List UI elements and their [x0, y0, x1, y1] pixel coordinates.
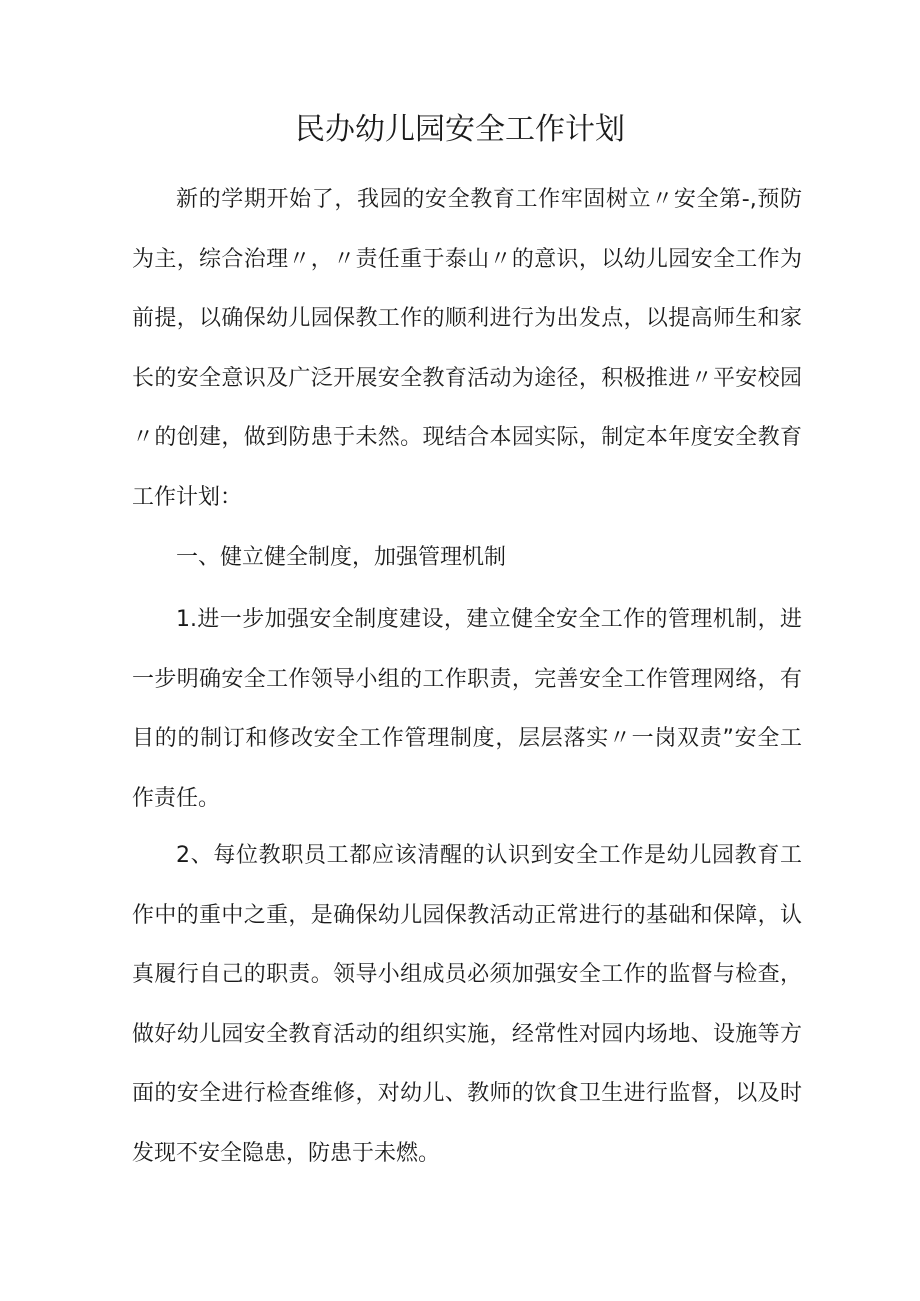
document-title: 民办幼儿园安全工作计划 — [295, 112, 625, 147]
section-heading-1: 一、健立健全制度，加强管理机制 — [176, 545, 507, 570]
paragraph-item-2: 2、每位教职员工都应该清醒的认识到安全工作是幼儿园教育工作中的重中之重，是确保幼儿园保教活动正常进行的基础和保障，认真履行自己的职责。领导小组成员必须加强安全工作的监督与检查，做好幼儿园安全教育活动的组织实施，经常性对园内场地、设施等方面的安全进行检查维修，对幼儿、教师的饮食卫生进行监督，以及时发现不安全隐患，防患于未燃。 — [132, 843, 802, 1166]
paragraph-intro: 新的学期开始了，我园的安全教育工作牢固树立〃安全第-,预防为主，综合治理〃，〃责任重于泰山〃的意识，以幼儿园安全工作为前提，以确保幼儿园保教工作的顺利进行为出发点，以提高师生和家长的安全意识及广泛开展安全教育活动为途径，积极推进〃平安校园〃的创建，做到防患于未然。现结合本园实际，制定本年度安全教育工作计划： — [132, 187, 802, 510]
paragraph-item-1: 1.进一步加强安全制度建设，建立健全安全工作的管理机制，进一步明确安全工作领导小组的工作职责，完善安全工作管理网络，有目的的制订和修改安全工作管理制度，层层落实〃一岗双责”安全工作责任。 — [132, 607, 802, 811]
